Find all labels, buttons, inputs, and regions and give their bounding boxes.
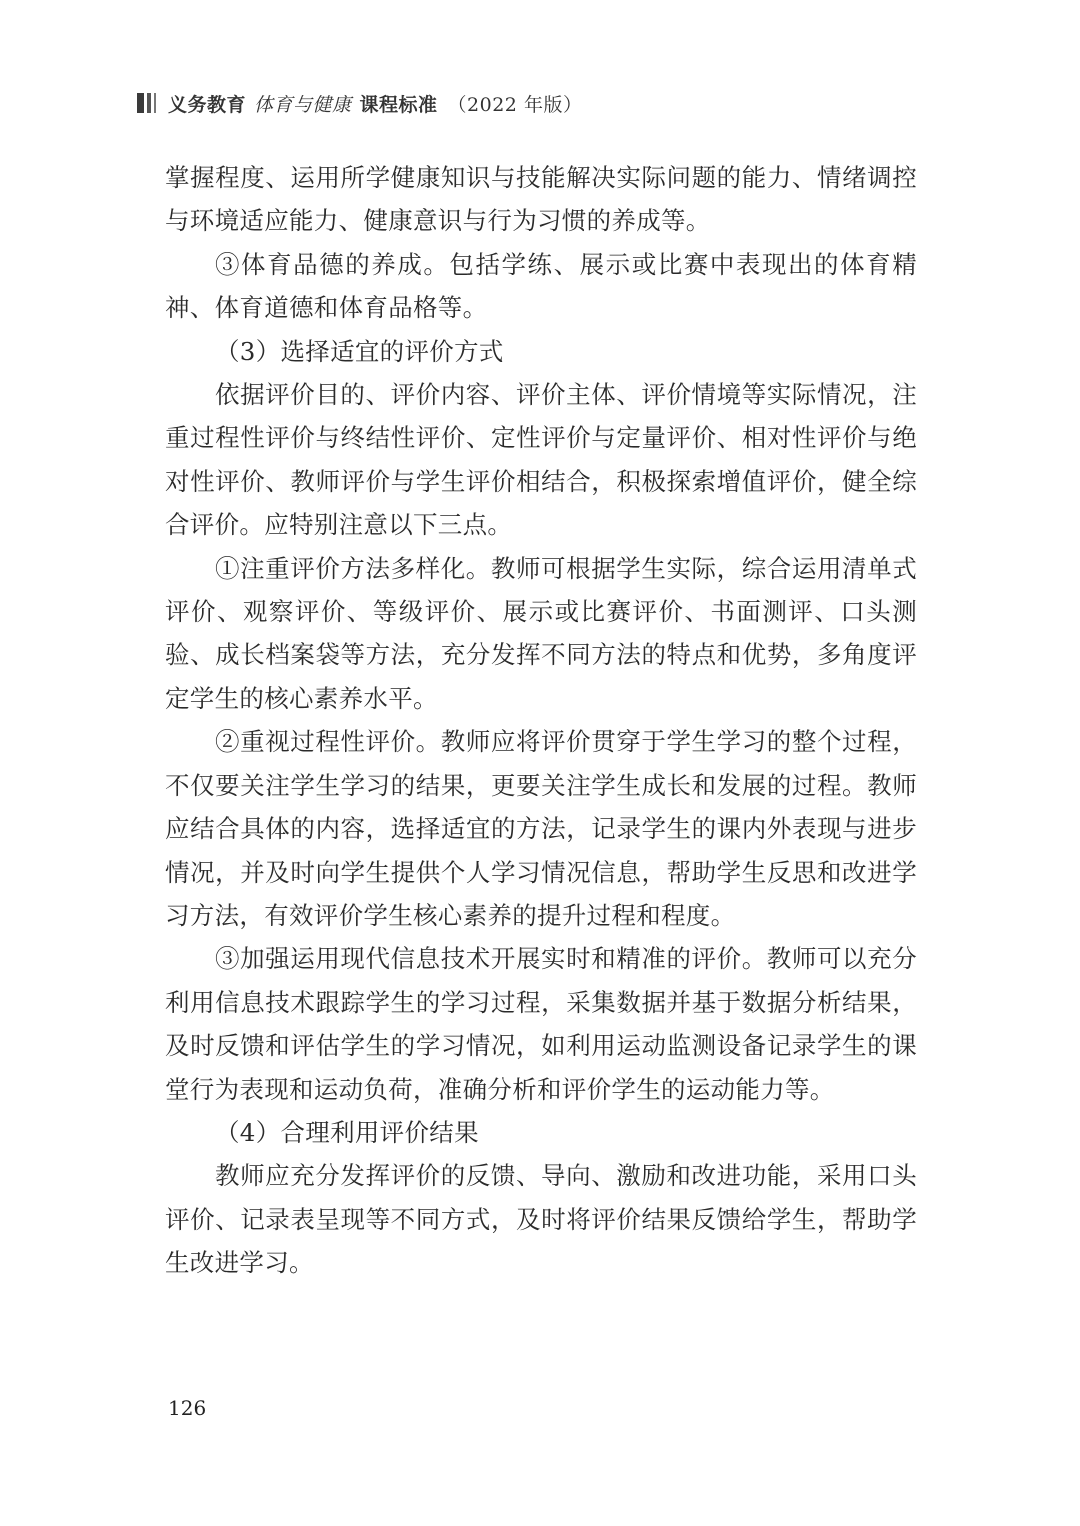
paragraph: 教师应充分发挥评价的反馈、导向、激励和改进功能，采用口头评价、记录表呈现等不同方式，及时将评价结果反馈给学生，帮助学生改进学习。	[165, 1161, 917, 1278]
header-title-part3: 课程标准	[359, 93, 438, 116]
header-bar	[147, 93, 151, 113]
header-title-edition: （2022 年版）	[447, 93, 583, 116]
paragraph: ②重视过程性评价。教师应将评价贯穿于学生学习的整个过程，不仅要关注学生学习的结果，更要关注学生成长和发展的过程。教师应结合具体的内容，选择适宜的方法，记录学生的课内外表现与进步情况，并及时向学生提供个人学习情况信息，帮助学生反思和改进学习方法，有效评价学生核心素养的提升过程和程度。	[165, 727, 917, 930]
section-heading: （3）选择适宜的评价方式	[215, 336, 504, 366]
header-title-part2: 体育与健康	[254, 93, 352, 116]
paragraph: ③体育品德的养成。包括学练、展示或比赛中表现出的体育精神、体育道德和体育品格等。	[165, 249, 917, 323]
header-bar	[154, 93, 156, 113]
paragraph: ①注重评价方法多样化。教师可根据学生实际，综合运用清单式评价、观察评价、等级评价、展示或比赛评价、书面测评、口头测验、成长档案袋等方法，充分发挥不同方法的特点和优势，多角度评定学生的核心素养水平。	[165, 553, 917, 713]
paragraph: 掌握程度、运用所学健康知识与技能解决实际问题的能力、情绪调控与环境适应能力、健康意识与行为习惯的养成等。	[165, 163, 917, 236]
header-title	[168, 90, 582, 117]
body-text	[165, 156, 917, 1285]
paragraph: 依据评价目的、评价内容、评价主体、评价情境等实际情况，注重过程性评价与终结性评价、定性评价与定量评价、相对性评价与绝对性评价、教师评价与学生评价相结合，积极探索增值评价，健全综合评价。应特别注意以下三点。	[165, 380, 917, 540]
section-heading: （4）合理利用评价结果	[215, 1117, 479, 1147]
header-bars-decoration	[137, 93, 156, 113]
page-number: 126	[168, 1396, 207, 1420]
header-bar	[137, 93, 144, 113]
header-title-part1: 义务教育	[168, 93, 247, 116]
running-header	[137, 92, 582, 114]
paragraph: ③加强运用现代信息技术开展实时和精准的评价。教师可以充分利用信息技术跟踪学生的学习过程，采集数据并基于数据分析结果，及时反馈和评估学生的学习情况，如利用运动监测设备记录学生的课堂行为表现和运动负荷，准确分析和评价学生的运动能力等。	[165, 944, 917, 1104]
